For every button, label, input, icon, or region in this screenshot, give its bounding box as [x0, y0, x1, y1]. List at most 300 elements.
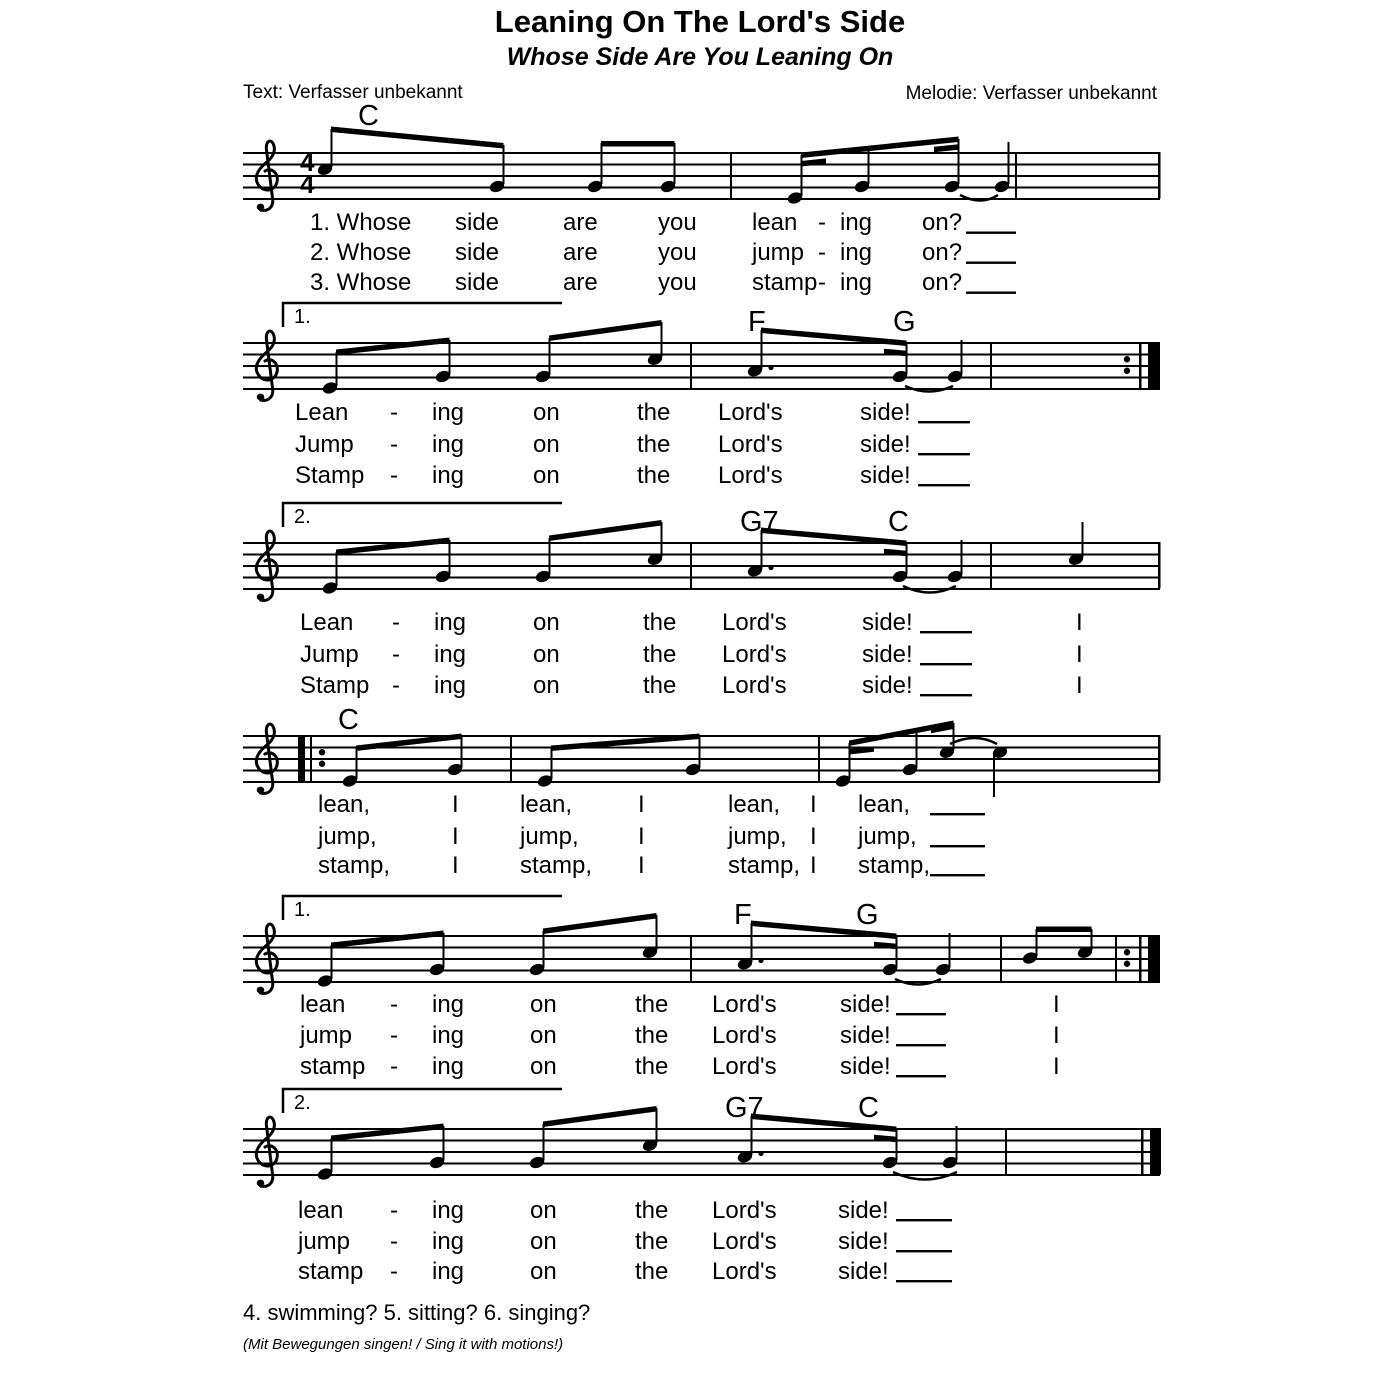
lyric-word: lean: [752, 209, 798, 236]
lyric-word: I: [452, 823, 459, 850]
lyric-word: the: [635, 1022, 669, 1049]
beam: [543, 1106, 657, 1127]
extra-verses: 4. swimming? 5. sitting? 6. singing?: [243, 1300, 591, 1325]
note-stem: [661, 522, 663, 557]
beam: [1036, 927, 1092, 933]
lyric-extender: [920, 631, 972, 633]
repeat-dot-icon: [1124, 368, 1130, 374]
lyric-extender: [966, 292, 1016, 294]
lyric-word: ing: [840, 209, 873, 236]
end-repeat-barline: [1139, 342, 1142, 389]
lyric-word: on?: [922, 209, 963, 236]
beam: [543, 913, 657, 934]
chord-symbol: C: [358, 100, 379, 132]
lyric-word: Lord's: [712, 1258, 777, 1285]
staff-line: [243, 354, 1160, 356]
note-stem: [896, 1129, 898, 1161]
lyric-word: I: [452, 852, 459, 879]
volta-bracket: [283, 503, 562, 527]
lyric-word: ing: [434, 672, 467, 699]
staff-line: [243, 935, 1160, 937]
lyric-word: side!: [838, 1258, 889, 1285]
barline: [1115, 935, 1117, 982]
lyric-word: on: [530, 1022, 557, 1049]
note-stem: [868, 148, 870, 184]
note-stem: [699, 736, 701, 768]
note-stem: [916, 733, 918, 768]
lyric-word: ing: [432, 1022, 465, 1049]
lyric-word: 3. Whose: [310, 269, 412, 296]
repeat-dot-icon: [319, 761, 325, 767]
lyric-word: stamp: [300, 1053, 366, 1080]
lyric-word: are: [563, 269, 598, 296]
note-stem: [449, 540, 451, 575]
lyric-word: side: [455, 239, 500, 266]
staff-line: [243, 770, 1160, 772]
song-subtitle: Whose Side Are You Leaning On: [506, 43, 894, 71]
note-stem: [953, 723, 955, 750]
treble-clef-icon: [257, 594, 265, 601]
staff-line: [243, 342, 1160, 344]
note-stem: [906, 543, 908, 575]
beam: [331, 1124, 444, 1142]
lyric-word: on: [533, 462, 560, 489]
lyric-word: -: [390, 462, 398, 489]
lyric-word: I: [810, 791, 817, 818]
lyric-word: the: [635, 1228, 669, 1255]
staff-line: [243, 947, 1160, 949]
note-stem: [543, 1124, 545, 1161]
note-stem: [849, 743, 851, 779]
lyric-word: jump: [752, 239, 805, 266]
lyric-extender: [918, 484, 970, 486]
lyric-word: Lord's: [712, 1228, 777, 1255]
lyric-word: lean,: [520, 791, 573, 818]
lyric-word: ing: [432, 431, 465, 458]
staff-line: [243, 1140, 1160, 1142]
volta-bracket: [283, 896, 562, 920]
staff-line: [243, 958, 1160, 960]
staff-line: [243, 365, 1160, 367]
lyric-word: Lord's: [722, 609, 787, 636]
lyric-word: -: [390, 1197, 398, 1224]
note-stem: [1082, 522, 1084, 557]
volta-label: 1.: [294, 306, 311, 328]
lyric-word: stamp: [752, 269, 818, 296]
note-stem: [656, 1108, 658, 1143]
lyric-word: ing: [432, 399, 465, 426]
lyric-extender: [930, 874, 985, 876]
lyric-word: the: [637, 399, 671, 426]
note-stem: [543, 931, 545, 968]
lyric-word: the: [643, 672, 677, 699]
lyric-extender: [966, 262, 1016, 264]
repeat-dot-icon: [1124, 356, 1130, 362]
barline: [990, 342, 992, 389]
lyric-word: ing: [840, 239, 873, 266]
lyric-word: Stamp: [300, 672, 370, 699]
staff-line: [243, 781, 1160, 783]
lyric-extender: [920, 694, 972, 696]
barline: [1015, 152, 1017, 199]
lyric-word: -: [390, 1228, 398, 1255]
treble-clef-icon: [257, 1180, 265, 1187]
chord-symbol: G: [856, 899, 879, 931]
note-stem: [1036, 929, 1038, 956]
start-repeat-barline: [310, 735, 312, 782]
lyric-word: on: [533, 431, 560, 458]
note-stem: [601, 143, 603, 184]
lyric-word: the: [637, 462, 671, 489]
note-stem: [961, 540, 963, 575]
lyric-word: side!: [838, 1197, 889, 1224]
lyric-extender: [896, 1250, 952, 1252]
lyric-word: side!: [860, 462, 911, 489]
augmentation-dot-icon: [758, 1151, 763, 1156]
lyric-word: Lean: [295, 399, 349, 426]
lyric-word: stamp,: [318, 852, 391, 879]
staff-line: [243, 577, 1160, 579]
staff-line: [243, 1128, 1160, 1130]
barline: [1000, 935, 1002, 982]
staff-line: [243, 175, 1160, 177]
note-stem: [356, 748, 358, 779]
lyric-word: on: [533, 609, 560, 636]
treble-clef-icon: [257, 787, 265, 794]
repeat-dot-icon: [319, 749, 325, 755]
lyric-word: on: [533, 641, 560, 668]
lyric-word: 2. Whose: [310, 239, 412, 266]
beam: [549, 320, 662, 341]
volta-label: 2.: [294, 1092, 311, 1114]
staff-line: [243, 1151, 1160, 1153]
tie: [950, 738, 997, 744]
staff-line: [243, 981, 1160, 983]
lyric-word: ing: [432, 462, 465, 489]
lyric-word: you: [658, 239, 697, 266]
lyric-word: I: [1076, 641, 1083, 668]
staff-line: [243, 565, 1160, 567]
lyric-word: side!: [838, 1228, 889, 1255]
lyric-word: you: [658, 269, 697, 296]
barline: [690, 542, 692, 589]
chord-symbol: G7: [725, 1092, 764, 1124]
note-stem: [993, 755, 995, 798]
note-stem: [549, 538, 551, 575]
barline: [1158, 542, 1161, 589]
lyric-word: stamp,: [858, 852, 931, 879]
beam: [549, 520, 662, 541]
beam: [331, 931, 444, 949]
beam: [849, 721, 954, 747]
staff-line: [243, 758, 1160, 760]
barline: [990, 542, 992, 589]
lyric-word: on?: [922, 269, 963, 296]
lyric-extender: [930, 845, 985, 847]
lyric-word: on?: [922, 239, 963, 266]
augmentation-dot-icon: [768, 565, 773, 570]
lyric-extender: [896, 1280, 952, 1282]
lyric-extender: [918, 453, 970, 455]
staff-line: [243, 164, 1160, 166]
staff-line: [243, 377, 1160, 379]
lyric-word: Jump: [295, 431, 354, 458]
lyric-extender: [920, 663, 972, 665]
chord-symbol: C: [338, 704, 359, 736]
lyric-word: side!: [840, 991, 891, 1018]
lyric-word: on: [530, 1228, 557, 1255]
lyric-word: -: [390, 399, 398, 426]
barline: [510, 735, 512, 782]
lyric-word: on: [530, 1053, 557, 1080]
lyric-word: I: [1053, 1022, 1060, 1049]
lyric-word: side!: [862, 641, 913, 668]
barline: [690, 935, 692, 982]
lyric-word: on: [530, 991, 557, 1018]
lyric-word: I: [1076, 609, 1083, 636]
lyric-word: I: [638, 791, 645, 818]
staff-line: [243, 1163, 1160, 1165]
note-stem: [461, 736, 463, 768]
staff-line: [243, 198, 1160, 200]
lyric-word: jump,: [520, 823, 579, 850]
volta-label: 1.: [294, 899, 311, 921]
note-stem: [661, 322, 663, 357]
lyric-extender: [896, 1219, 952, 1221]
end-repeat-barline: [1148, 342, 1160, 389]
lyric-word: lean: [298, 1197, 344, 1224]
lyric-word: are: [563, 239, 598, 266]
lyric-word: -: [818, 209, 826, 236]
note-stem: [336, 352, 338, 386]
lyric-word: ing: [432, 1228, 465, 1255]
lyric-word: -: [392, 641, 400, 668]
note-stem: [656, 915, 658, 950]
lyric-word: Lean: [300, 609, 354, 636]
lyric-word: jump: [300, 1022, 353, 1049]
note-stem: [1091, 929, 1093, 950]
note-stem: [449, 340, 451, 375]
lyric-word: -: [392, 672, 400, 699]
staff-line: [243, 554, 1160, 556]
lyric-word: I: [638, 823, 645, 850]
lyric-word: the: [635, 1258, 669, 1285]
lyric-word: -: [818, 239, 826, 266]
song-title: Leaning On The Lord's Side: [494, 4, 906, 39]
repeat-dot-icon: [1124, 961, 1130, 967]
barline: [1158, 152, 1161, 199]
lyric-word: side!: [840, 1053, 891, 1080]
lyric-word: the: [635, 991, 669, 1018]
lyric-word: side!: [840, 1022, 891, 1049]
lyric-word: Jump: [300, 641, 359, 668]
lyric-word: the: [635, 1053, 669, 1080]
lyric-extender: [918, 421, 970, 423]
note-stem: [331, 1138, 333, 1172]
staff-line: [243, 187, 1160, 189]
lyric-word: Lord's: [722, 641, 787, 668]
lyric-word: Stamp: [295, 462, 365, 489]
lyric-word: side!: [860, 399, 911, 426]
note-stem: [443, 1126, 445, 1161]
chord-symbol: F: [748, 306, 766, 338]
lyric-word: lean,: [318, 791, 371, 818]
lyric-word: lean: [300, 991, 346, 1018]
note-stem: [551, 748, 553, 779]
lyric-word: ing: [432, 1197, 465, 1224]
final-barline: [1150, 1128, 1161, 1175]
staff-line: [243, 152, 1160, 154]
lyric-word: ing: [840, 269, 873, 296]
motions-instruction: (Mit Bewegungen singen! / Sing it with motions!): [243, 1336, 564, 1353]
lyric-word: ing: [434, 641, 467, 668]
lyric-word: are: [563, 209, 598, 236]
note-stem: [443, 933, 445, 968]
repeat-dot-icon: [1124, 949, 1130, 955]
lyric-word: ing: [432, 1258, 465, 1285]
staff-line: [243, 388, 1160, 390]
lyric-word: side: [455, 209, 500, 236]
note-stem: [331, 129, 333, 167]
lyric-word: side!: [860, 431, 911, 458]
lyric-word: -: [390, 1258, 398, 1285]
lyric-word: Lord's: [712, 1053, 777, 1080]
note-stem: [958, 139, 960, 184]
lyric-word: jump,: [728, 823, 787, 850]
lyric-word: lean,: [728, 791, 781, 818]
end-repeat-barline: [1139, 935, 1142, 982]
lyric-word: lean,: [858, 791, 911, 818]
lyric-word: Lord's: [718, 462, 783, 489]
lyric-word: on: [533, 399, 560, 426]
beam: [331, 127, 504, 149]
beam: [336, 538, 450, 556]
lyric-extender: [930, 813, 985, 815]
lyric-word: -: [392, 609, 400, 636]
note-stem: [336, 552, 338, 586]
lyric-word: jump,: [858, 823, 917, 850]
lyric-word: Lord's: [712, 1022, 777, 1049]
melody-credit: Melodie: Verfasser unbekannt: [905, 83, 1157, 104]
time-signature-bottom: 4: [300, 169, 315, 199]
lyric-word: -: [390, 1022, 398, 1049]
note-stem: [331, 945, 333, 979]
augmentation-dot-icon: [758, 958, 763, 963]
lyric-word: the: [643, 609, 677, 636]
lyric-word: stamp: [298, 1258, 364, 1285]
treble-clef-icon: [257, 394, 265, 401]
lyric-word: I: [638, 852, 645, 879]
note-stem: [961, 340, 963, 375]
lyric-word: Lord's: [712, 1197, 777, 1224]
treble-clef-icon: [257, 204, 265, 211]
lyric-word: I: [452, 791, 459, 818]
start-repeat-barline: [298, 735, 305, 782]
treble-clef-icon: [257, 987, 265, 994]
lyric-word: I: [1053, 1053, 1060, 1080]
barline: [690, 342, 692, 389]
augmentation-dot-icon: [768, 365, 773, 370]
barline: [730, 152, 732, 199]
staff-line: [243, 588, 1160, 590]
lyric-extender: [896, 1075, 946, 1077]
lyric-word: jump,: [318, 823, 377, 850]
note-stem: [906, 343, 908, 375]
note-stem: [896, 936, 898, 968]
lyric-word: side: [455, 269, 500, 296]
lyric-word: on: [533, 672, 560, 699]
beam: [336, 338, 450, 356]
lyric-word: on: [530, 1197, 557, 1224]
lyric-word: I: [1076, 672, 1083, 699]
lyric-word: ing: [432, 1053, 465, 1080]
lyric-word: I: [810, 823, 817, 850]
staff-line: [243, 970, 1160, 972]
lyric-word: Lord's: [722, 672, 787, 699]
lyric-word: -: [390, 1053, 398, 1080]
lyric-word: stamp,: [728, 852, 801, 879]
time-signature-top: 4: [300, 147, 315, 177]
chord-symbol: C: [888, 506, 909, 538]
lyric-extender: [896, 1044, 946, 1046]
end-repeat-barline: [1148, 935, 1160, 982]
lyric-word: ing: [434, 609, 467, 636]
lyric-word: Lord's: [718, 399, 783, 426]
lyric-word: side!: [862, 672, 913, 699]
staff-line: [243, 735, 1160, 737]
chord-symbol: C: [858, 1092, 879, 1124]
lyric-word: -: [390, 991, 398, 1018]
lyric-word: I: [810, 852, 817, 879]
lyric-word: side!: [862, 609, 913, 636]
volta-label: 2.: [294, 506, 311, 528]
lyric-word: Lord's: [712, 991, 777, 1018]
barline: [818, 735, 820, 782]
lyric-word: the: [643, 641, 677, 668]
volta-bracket: [283, 1089, 562, 1113]
lyric-word: the: [635, 1197, 669, 1224]
lyric-word: I: [1053, 991, 1060, 1018]
note-stem: [1008, 142, 1010, 184]
lyric-word: ing: [432, 991, 465, 1018]
lyric-word: 1. Whose: [310, 209, 412, 236]
lyric-word: the: [637, 431, 671, 458]
final-barline: [1141, 1128, 1144, 1175]
lyric-extender: [966, 232, 1016, 234]
partial-beam: [934, 144, 959, 152]
lyric-word: Lord's: [718, 431, 783, 458]
note-stem: [503, 145, 505, 184]
lyric-extender: [896, 1013, 946, 1015]
chord-symbol: G7: [740, 506, 779, 538]
lyric-word: -: [818, 269, 826, 296]
barline: [1158, 735, 1161, 782]
note-stem: [949, 933, 951, 968]
lyric-word: stamp,: [520, 852, 593, 879]
chord-symbol: G: [893, 306, 916, 338]
beam: [601, 141, 675, 147]
note-stem: [674, 143, 676, 184]
staff-line: [243, 542, 1160, 544]
lyric-word: -: [390, 431, 398, 458]
lyric-word: on: [530, 1258, 557, 1285]
lyric-word: you: [658, 209, 697, 236]
note-stem: [956, 1126, 958, 1161]
lyric-word: jump: [298, 1228, 351, 1255]
note-stem: [801, 155, 803, 196]
chord-symbol: F: [734, 899, 752, 931]
note-stem: [549, 338, 551, 375]
